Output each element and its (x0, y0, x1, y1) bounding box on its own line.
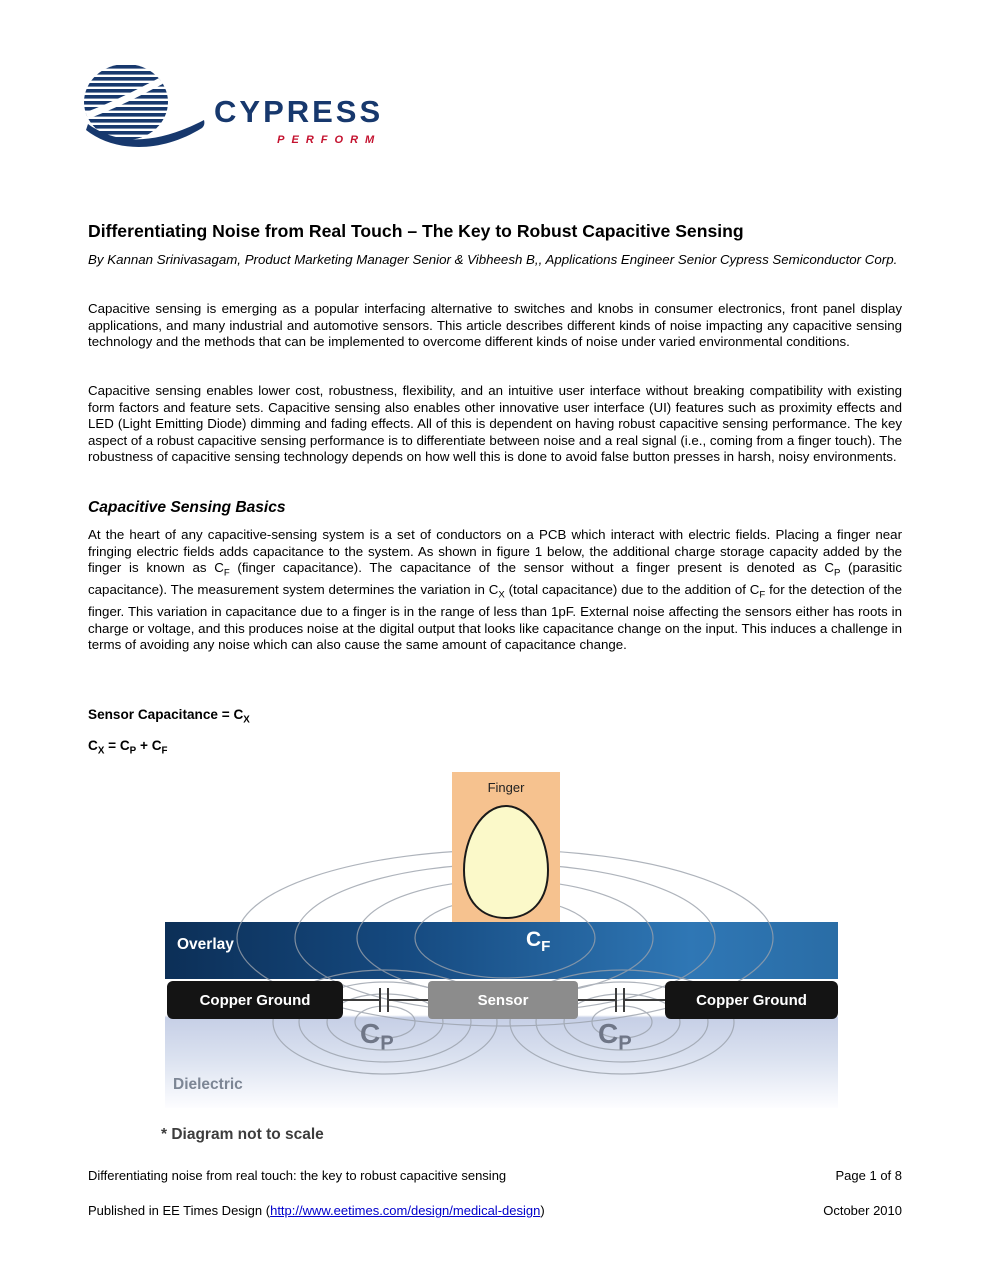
finger-box (452, 772, 560, 922)
footer-date: October 2010 (823, 1203, 902, 1218)
cp-capacitance-label-right: $C_P$ (598, 1018, 632, 1055)
footer-published-suffix: ) (540, 1203, 545, 1218)
logo-tagline-text: PERFORM (277, 134, 382, 146)
diagram-not-to-scale-note: * Diagram not to scale (161, 1126, 324, 1143)
sensor-label: Sensor (477, 991, 529, 1009)
article-title: Differentiating Noise from Real Touch – The Key to Robust Capacitive Sensing (88, 221, 744, 241)
overlay-label: Overlay (177, 936, 234, 953)
footer-published-text (88, 1203, 545, 1218)
footer-doc-title: Differentiating noise from real touch: the key to robust capacitive sensing (88, 1168, 507, 1183)
footer-page-number: Page 1 of 8 (835, 1168, 902, 1183)
cp-capacitance-label-left: $C_P$ (360, 1018, 394, 1055)
copper-ground-left-label: Copper Ground (199, 991, 311, 1009)
formula-cx-sum: $C_X = C_P + C_F$ (88, 738, 168, 757)
dielectric-label: Dielectric (173, 1076, 243, 1093)
formula-sensor-capacitance: Sensor Capacitance = $C_X$ (88, 707, 250, 726)
capacitive-sensing-diagram (88, 770, 902, 1160)
copper-ground-left-box (167, 981, 343, 1019)
capacitor-symbol-right (578, 981, 665, 1019)
copper-ground-right-label: Copper Ground (696, 991, 807, 1009)
basics-paragraph: At the heart of any capacitive-sensing system is a set of conductors on a PCB which interact with electric fields. Placing a finger near fringing electric fields adds capacitance to the system. As shown in figure 1 below, the additional charge storage capacity added by the finger is known as $C_F$ (finger capacitance). The capacitance of the sensor without a finger present is denoted as $C_P$ (parasitic capacitance). The measurement system determines the variation in $C_X$ (total capacitance) due to the addition of $C_F$ for the detection of the finger. This variation in capacitance due to a finger is in the range of less than 1pF. External noise affecting the sensors either has roots in charge or voltage, and this produces noise at the digital output that looks like capacitance change on the input. This induces a challenge in terms of avoiding any noise which can also cause the same amount of capacitance change. (88, 527, 902, 653)
logo-brand-text: CYPRESS (214, 94, 384, 129)
eetimes-medical-design-link[interactable]: http://www.eetimes.com/design/medical-design (270, 1203, 541, 1218)
capacitor-symbol-left (343, 981, 428, 1019)
cf-capacitance-label: $C_F$ (526, 928, 551, 956)
copper-ground-right-box (665, 981, 838, 1019)
sensor-box (428, 981, 578, 1019)
intro-paragraph-2: Capacitive sensing enables lower cost, robustness, flexibility, and an intuitive user interface without breaking compatibility with existing form factors and feature sets. Capacitive sensing also enables other innovative user interface (UI) features such as proximity effects and LED (Light Emitting Diode) dimming and fading effects. All of this is dependent on having robust capacitive sensing performance. The key aspect of a robust capacitive sensing performance is to differentiate between noise and a real signal (i.e., coming from a finger touch). The robustness of capacitive sensing technology depends on how well this is done to avoid false button presses in harsh, noisy environments. (88, 383, 902, 464)
footer-published-prefix: Published in EE Times Design ( (88, 1203, 271, 1218)
cypress-globe-icon (78, 62, 208, 152)
footer-line-1 (88, 1168, 902, 1183)
section-heading-basics: Capacitive Sensing Basics (88, 499, 286, 516)
cypress-logo (78, 62, 383, 152)
footer-line-2 (88, 1203, 902, 1218)
intro-paragraph-1: Capacitive sensing is emerging as a popular interfacing alternative to switches and knobs in consumer electronics, front panel display applications, and many industrial and automotive sensors. This article describes different kinds of noise impacting any capacitive sensing technology and the methods that can be implemented to overcome different kinds of noise under varied environmental conditions. (88, 301, 902, 349)
finger-tip-shape (452, 800, 560, 922)
article-byline: By Kannan Srinivasagam, Product Marketing Manager Senior & Vibheesh B,, Applications Engineer Senior Cypress Semiconductor Corp. (88, 252, 898, 267)
finger-label: Finger (487, 780, 525, 795)
